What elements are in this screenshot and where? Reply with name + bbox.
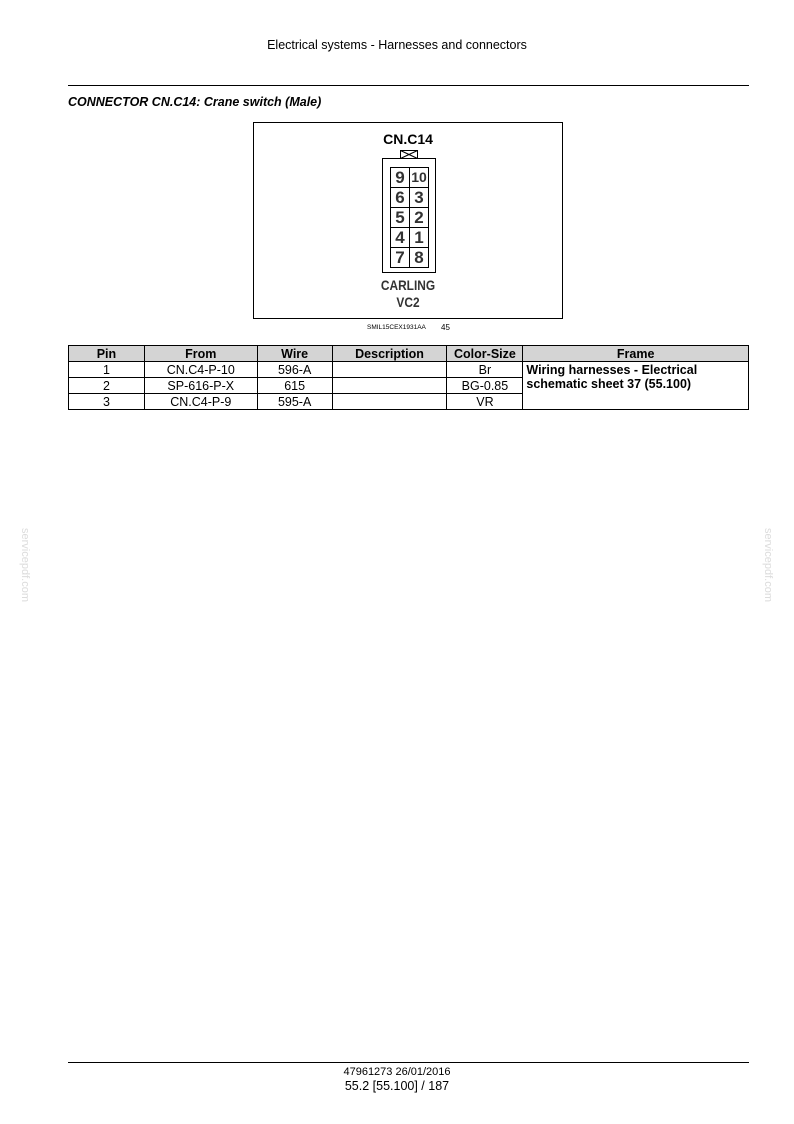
brand-line-1: CARLING (380, 277, 436, 293)
figure-reference: SMIL15CEX1931AA (367, 324, 426, 331)
pin-cell: 4 (391, 228, 410, 248)
footer-rule (68, 1062, 749, 1063)
pin-cell: 6 (391, 188, 410, 208)
pin-cell: 10 (410, 168, 429, 188)
cell-wire: 615 (257, 378, 332, 394)
cell-from: SP-616-P-X (144, 378, 257, 394)
section-title: CONNECTOR CN.C14: Crane switch (Male) (68, 95, 322, 109)
cell-description (332, 378, 447, 394)
cell-color-size: Br (447, 362, 523, 378)
header-rule (68, 85, 749, 86)
cell-pin: 2 (69, 378, 145, 394)
col-header-from: From (144, 346, 257, 362)
cell-wire: 595-A (257, 394, 332, 410)
watermark-left: servicepdf.com (19, 528, 31, 602)
frame-line-1: Wiring harnesses - Electrical (526, 363, 698, 377)
pin-cell: 1 (410, 228, 429, 248)
connector-body (382, 158, 436, 273)
pin-cell: 7 (391, 248, 410, 268)
pin-cell: 9 (391, 168, 410, 188)
col-header-frame: Frame (523, 346, 749, 362)
pin-cell: 3 (410, 188, 429, 208)
figure-number: 45 (441, 323, 450, 332)
cell-description (332, 362, 447, 378)
cell-frame (523, 362, 749, 410)
connector-figure (253, 122, 563, 319)
footer-doc-id: 47961273 26/01/2016 (343, 1066, 451, 1078)
cell-description (332, 394, 447, 410)
figure-title: CN.C14 (383, 131, 433, 147)
col-header-wire: Wire (257, 346, 332, 362)
watermark-right: servicepdf.com (762, 528, 774, 602)
pin-cell: 8 (410, 248, 429, 268)
col-header-description: Description (332, 346, 447, 362)
page-header-title: Electrical systems - Harnesses and connectors (267, 38, 527, 52)
footer-page-number: 55.2 [55.100] / 187 (344, 1079, 450, 1093)
table-row (69, 362, 749, 378)
brand-line-2: VC2 (396, 294, 420, 310)
cell-from: CN.C4-P-9 (144, 394, 257, 410)
cell-pin: 1 (69, 362, 145, 378)
table-header-row (69, 346, 749, 362)
cell-color-size: BG-0.85 (447, 378, 523, 394)
frame-line-2: schematic sheet 37 (55.100) (526, 377, 692, 391)
pin-cell: 2 (410, 208, 429, 228)
pin-cell: 5 (391, 208, 410, 228)
connector-brand (277, 277, 539, 311)
col-header-color-size: Color-Size (447, 346, 523, 362)
cell-color-size: VR (447, 394, 523, 410)
col-header-pin: Pin (69, 346, 145, 362)
cell-pin: 3 (69, 394, 145, 410)
pin-table (68, 345, 749, 410)
cell-wire: 596-A (257, 362, 332, 378)
cell-from: CN.C4-P-10 (144, 362, 257, 378)
pin-grid (390, 167, 429, 268)
